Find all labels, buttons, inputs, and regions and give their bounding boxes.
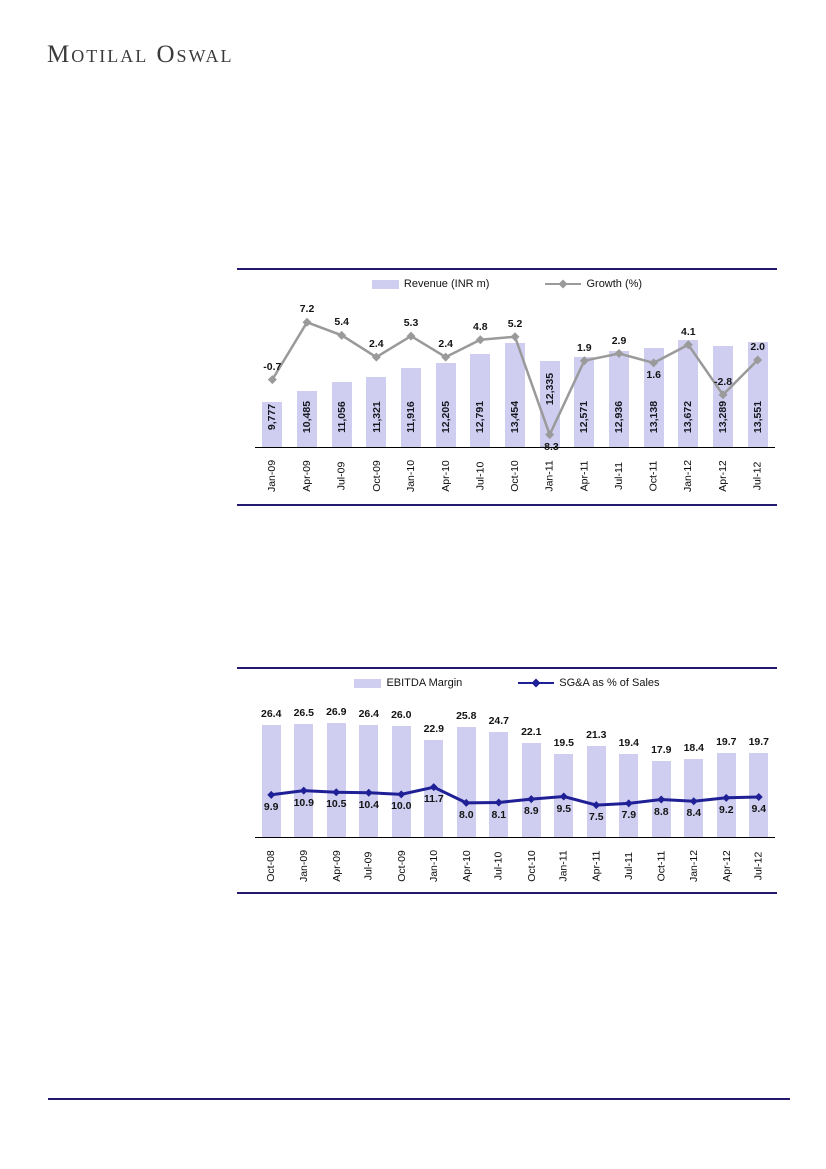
footer-rule [48,1098,790,1100]
legend-label-revenue: Revenue (INR m) [403,278,490,290]
x-axis-label: Jan-10 [404,459,417,493]
line-value-label: 10.4 [358,798,380,811]
x-axis-label: Jan-11 [543,460,556,492]
bar-value-label: 13,289 [717,400,729,434]
x-axis-label: Oct-11 [655,850,668,882]
x-axis-label: Apr-11 [590,850,603,882]
bar-value-label: 10,485 [301,400,313,434]
x-axis-label: Jul-10 [492,851,505,881]
x-axis-label: Apr-10 [460,850,473,882]
ebitda-sgna-chart [237,667,777,894]
x-axis-label: Apr-09 [330,850,343,882]
bar-value-label: 26.9 [326,705,347,718]
line-value-label: 8.9 [523,805,539,818]
plot-area [255,302,775,453]
bar-value-label: 17.9 [651,743,672,756]
x-axis-label: Jul-11 [612,462,625,490]
line-value-label: 2.0 [750,341,765,353]
legend-item-ebitda [354,677,462,689]
bar-value-label: 26.0 [391,709,412,722]
diamond-marker-icon [407,332,416,341]
x-axis-label: Oct-09 [395,850,408,882]
x-axis-label: Jul-11 [622,852,635,880]
chart-legend [237,677,777,689]
diamond-marker-icon [372,353,381,362]
line-value-label: 2.9 [611,334,627,347]
line-value-label: -8.3 [540,440,559,453]
plot-area [255,705,775,838]
bar-value-label: 18.4 [683,741,705,754]
legend-label-sgna: SG&A as % of Sales [559,677,660,689]
bar-swatch-icon [354,679,381,688]
line-value-label: 7.5 [588,811,604,824]
line-value-label: -2.8 [713,375,733,388]
bar-value-label: 19.7 [716,736,737,749]
x-axis-label: Oct-08 [265,850,278,882]
line-value-label: 10.0 [391,800,412,813]
line-value-label: 5.2 [507,317,523,330]
line-value-label: 2.4 [438,338,453,351]
bar [294,724,313,837]
line-value-label: 8.8 [653,805,669,818]
x-axis-label: Oct-09 [370,460,383,492]
x-axis-label: Apr-12 [720,850,733,882]
line-swatch-icon [545,279,581,289]
line-value-label: 8.4 [686,807,702,820]
x-axis-label: Apr-12 [716,460,729,492]
legend-label-ebitda: EBITDA Margin [386,677,463,689]
diamond-marker-icon [337,331,346,340]
line-value-label: 2.4 [368,338,384,351]
bar-value-label: 12,335 [543,372,556,406]
x-axis-label: Jan-09 [266,459,279,493]
bar-value-label: 24.7 [488,714,510,727]
bar-value-label: 26.4 [260,707,282,720]
line-value-label: 9.5 [556,802,572,815]
x-axis-label: Jan-09 [297,849,310,883]
bar-value-label: 13,551 [751,400,764,434]
bar [424,740,443,838]
bar [262,725,281,837]
bar-value-label: 13,672 [682,400,695,434]
bar-value-label: 11,916 [404,401,417,433]
bar-value-label: 12,791 [474,400,487,434]
x-axis-label: Jul-12 [751,461,764,491]
line-value-label: 10.5 [326,798,347,811]
bar-swatch-icon [372,280,399,289]
bar-value-label: 13,454 [509,400,521,434]
x-axis-label: Oct-11 [647,460,660,492]
bar [327,723,346,838]
bar-value-label: 26.5 [293,707,315,720]
x-axis-label: Jan-10 [427,849,440,883]
diamond-marker-icon [476,335,485,344]
line-value-label: 9.9 [263,800,279,813]
x-axis-label: Oct-10 [508,460,521,492]
legend-label-growth: Growth (%) [586,278,643,290]
line-value-label: -0.7 [263,360,282,373]
x-axis-labels [255,840,775,896]
bar-value-label: 22.9 [423,722,445,735]
line-value-label: 11.7 [423,793,444,806]
bar-value-label: 26.4 [358,707,380,720]
legend-item-growth [545,278,642,290]
x-axis-label: Apr-09 [300,460,313,492]
line-value-label: 4.8 [472,320,488,333]
diamond-marker-icon [441,353,450,362]
line-value-label: 4.1 [680,325,696,338]
bar [392,726,411,837]
diamond-marker-icon [511,332,520,341]
line-value-label: 5.4 [334,316,349,329]
bar [522,743,541,837]
line-value-label: 9.4 [751,803,767,815]
bar-value-label: 19.5 [553,737,575,749]
line-value-label: 5.3 [403,317,419,330]
revenue-growth-chart [237,268,777,506]
bar-value-label: 19.4 [618,737,640,750]
x-axis-label: Apr-10 [439,460,452,492]
bar-value-label: 11,056 [335,401,348,433]
bar [717,753,736,837]
bar-value-label: 11,321 [370,401,383,433]
chart-legend [237,278,777,290]
line-swatch-icon [518,678,554,688]
line-value-label: 8.0 [458,808,474,821]
bar-value-label: 25.8 [456,710,477,723]
legend-item-revenue [372,278,490,290]
x-axis-label: Jan-12 [682,459,695,493]
x-axis-label: Oct-10 [525,850,538,882]
line-value-label: 7.9 [621,809,637,822]
x-axis-label: Jul-09 [362,851,375,881]
line-value-label: 7.2 [299,303,315,316]
line-value-label: 1.6 [646,368,661,381]
bar-value-label: 21.3 [586,729,607,742]
x-axis-label: Jul-10 [474,461,487,491]
bar [684,759,703,837]
diamond-marker-icon [268,375,277,384]
line-value-label: 8.1 [491,808,507,821]
bar-value-label: 19.7 [748,736,770,749]
bar-value-label: 13,138 [647,400,660,434]
line-value-label: 1.9 [576,341,592,354]
x-axis-label: Apr-11 [578,460,591,492]
bar-value-label: 12,205 [439,400,452,434]
brand-logo: Motilal Oswal [47,41,234,68]
bar [554,754,573,837]
bar-value-label: 9,777 [266,403,279,431]
bar [619,754,638,837]
bar [652,761,671,837]
x-axis-label: Jul-09 [335,461,348,491]
bar-value-label: 12,936 [613,400,625,434]
x-axis-label: Jan-11 [557,850,570,882]
diamond-marker-icon [303,318,312,327]
line-value-label: 9.2 [718,803,734,816]
line-value-label: 10.9 [293,796,315,809]
x-axis-label: Jan-12 [687,849,700,883]
legend-item-sgna [518,677,659,689]
bar-value-label: 12,571 [578,400,591,434]
x-axis-label: Jul-12 [752,851,765,881]
bar [359,725,378,837]
bar [749,753,768,837]
x-axis-labels [255,450,775,506]
bar-value-label: 22.1 [521,725,542,738]
